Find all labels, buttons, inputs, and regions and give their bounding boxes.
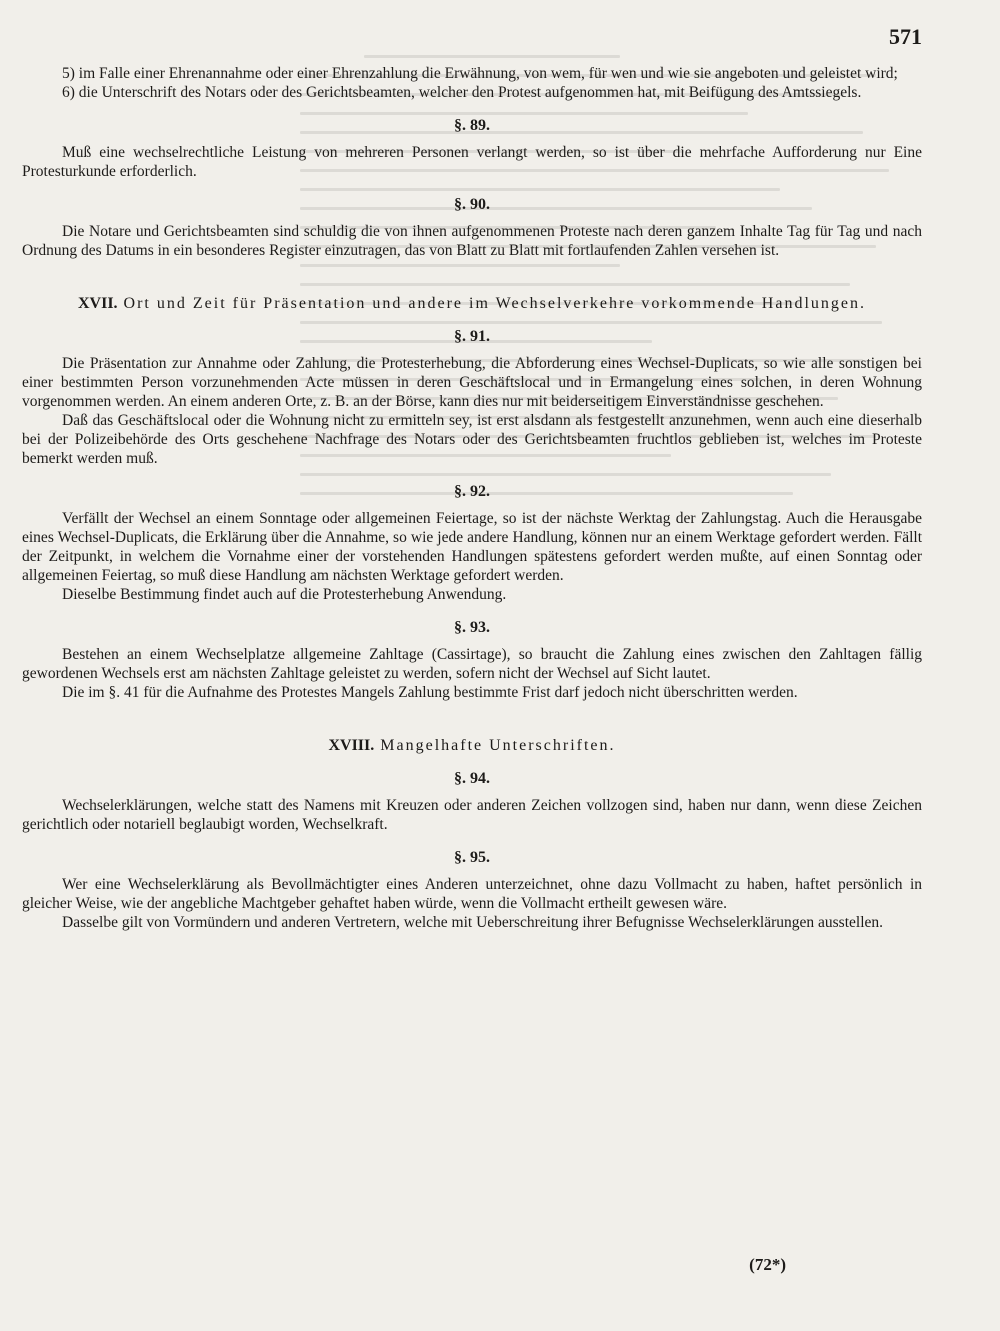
paragraph-item-6: 6) die Unterschrift des Notars oder des Gerichtsbeamten, welcher den Protest aufgenommen hat, mit Beifügung des Amtssiegels. <box>62 84 862 101</box>
chapter-title: Mangelhafte Unterschriften. <box>380 737 616 754</box>
section-92-text-2: Dieselbe Bestimmung findet auch auf die Protesterhebung Anwendung. <box>62 586 507 603</box>
section-95-title: §. 95. <box>454 849 490 866</box>
section-92-text-1: Verfällt der Wechsel an einem Sonntage oder allgemeinen Feiertage, so ist der nächste Werktag der Zahlungstag. Auch die Herausgabe eines Wechsel-Duplicats, die Erklärung über die Annahme, so wie jede andere Handlung, können nur an einem Werktage gefordert werden. Fällt der Zeitpunkt, in welchem die Vornahme einer der vorstehenden Handlungen spätestens gefordert werden mußte, auf einen Sonntag oder allgemeinen Feiertag, so muß diese Handlung am nächsten Werktage gefordert werden. <box>22 510 922 584</box>
chapter-title: Ort und Zeit für Präsentation und andere im Wechselverkehre vorkommende Handlungen. <box>123 295 867 312</box>
section-90-title: §. 90. <box>454 196 490 213</box>
chapter-number: XVII. <box>77 295 118 312</box>
section-93-text-1: Bestehen an einem Wechselplatze allgemeine Zahltage (Cassirtage), so braucht die Zahlung eines zwischen den Zahltagen fällig gewordenen Wechsels erst am nächsten Zahltage geleistet zu werden, sofern nicht der Wechsel auf Sicht lautet. <box>22 646 922 682</box>
section-95-text-1: Wer eine Wechselerklärung als Bevollmächtigter eines Anderen unterzeichnet, ohne dazu Vollmacht zu haben, haftet persönlich in gleicher Weise, wie der angebliche Machtgeber gehaftet haben würde, wenn die Vollmacht ertheilt gewesen wäre. <box>22 876 922 912</box>
section-90-text: Die Notare und Gerichtsbeamten sind schuldig die von ihnen aufgenommenen Proteste nach deren ganzem Inhalte Tag für Tag und nach Ordnung des Datums in ein besonderes Register einzutragen, das von Blatt zu Blatt mit fortlaufenden Zahlen versehen ist. <box>22 223 922 259</box>
page-number: 571 <box>889 24 922 49</box>
section-91-text-1: Die Präsentation zur Annahme oder Zahlung, die Protesterhebung, die Abforderung eines Wechsel-Duplicats, so wie alle sonstigen bei einer bestimmten Person vorzunehmenden Acte müssen in deren Geschäftslocal und in Ermangelung eines solchen, in deren Wohnung vorgenommen werden. An einem anderen Orte, z. B. an der Börse, kann dies nur mit beiderseitigem Einverständnisse geschehen. <box>22 355 922 410</box>
chapter-number: XVIII. <box>328 737 375 754</box>
section-92-title: §. 92. <box>454 483 490 500</box>
section-94-text: Wechselerklärungen, welche statt des Namens mit Kreuzen oder anderen Zeichen vollzogen sind, haben nur dann, wenn diese Zeichen gerichtlich oder notariell beglaubigt worden, Wechselkraft. <box>22 797 922 833</box>
chapter-heading-xvii <box>22 294 922 313</box>
section-93-title: §. 93. <box>454 619 490 636</box>
document-body <box>22 64 922 932</box>
chapter-heading-xviii <box>22 736 922 755</box>
section-89-title: §. 89. <box>454 117 490 134</box>
section-91-title: §. 91. <box>454 328 490 345</box>
section-89-text: Muß eine wechselrechtliche Leistung von mehreren Personen verlangt werden, so ist über die mehrfache Aufforderung nur Eine Protesturkunde erforderlich. <box>22 144 922 180</box>
paragraph-item-5: 5) im Falle einer Ehrenannahme oder einer Ehrenzahlung die Erwähnung, von wem, für wen und wie sie angeboten und geleistet wird; <box>62 65 898 82</box>
sheet-signature: (72*) <box>749 1255 786 1274</box>
section-95-text-2: Dasselbe gilt von Vormündern und anderen Vertretern, welche mit Ueberschreitung ihrer Befugnisse Wechselerklärungen ausstellen. <box>62 914 884 931</box>
section-94-title: §. 94. <box>454 770 490 787</box>
section-91-text-2: Daß das Geschäftslocal oder die Wohnung nicht zu ermitteln sey, ist erst alsdann als festgestellt anzunehmen, wenn auch eine dieserhalb bei der Polizeibehörde des Orts geschehene Nachfrage des Notars oder des Gerichtsbeamten fruchtlos geblieben ist, welches im Proteste bemerkt werden muß. <box>22 412 922 467</box>
section-93-text-2: Die im §. 41 für die Aufnahme des Protestes Mangels Zahlung bestimmte Frist darf jedoch nicht überschritten werden. <box>62 684 798 701</box>
